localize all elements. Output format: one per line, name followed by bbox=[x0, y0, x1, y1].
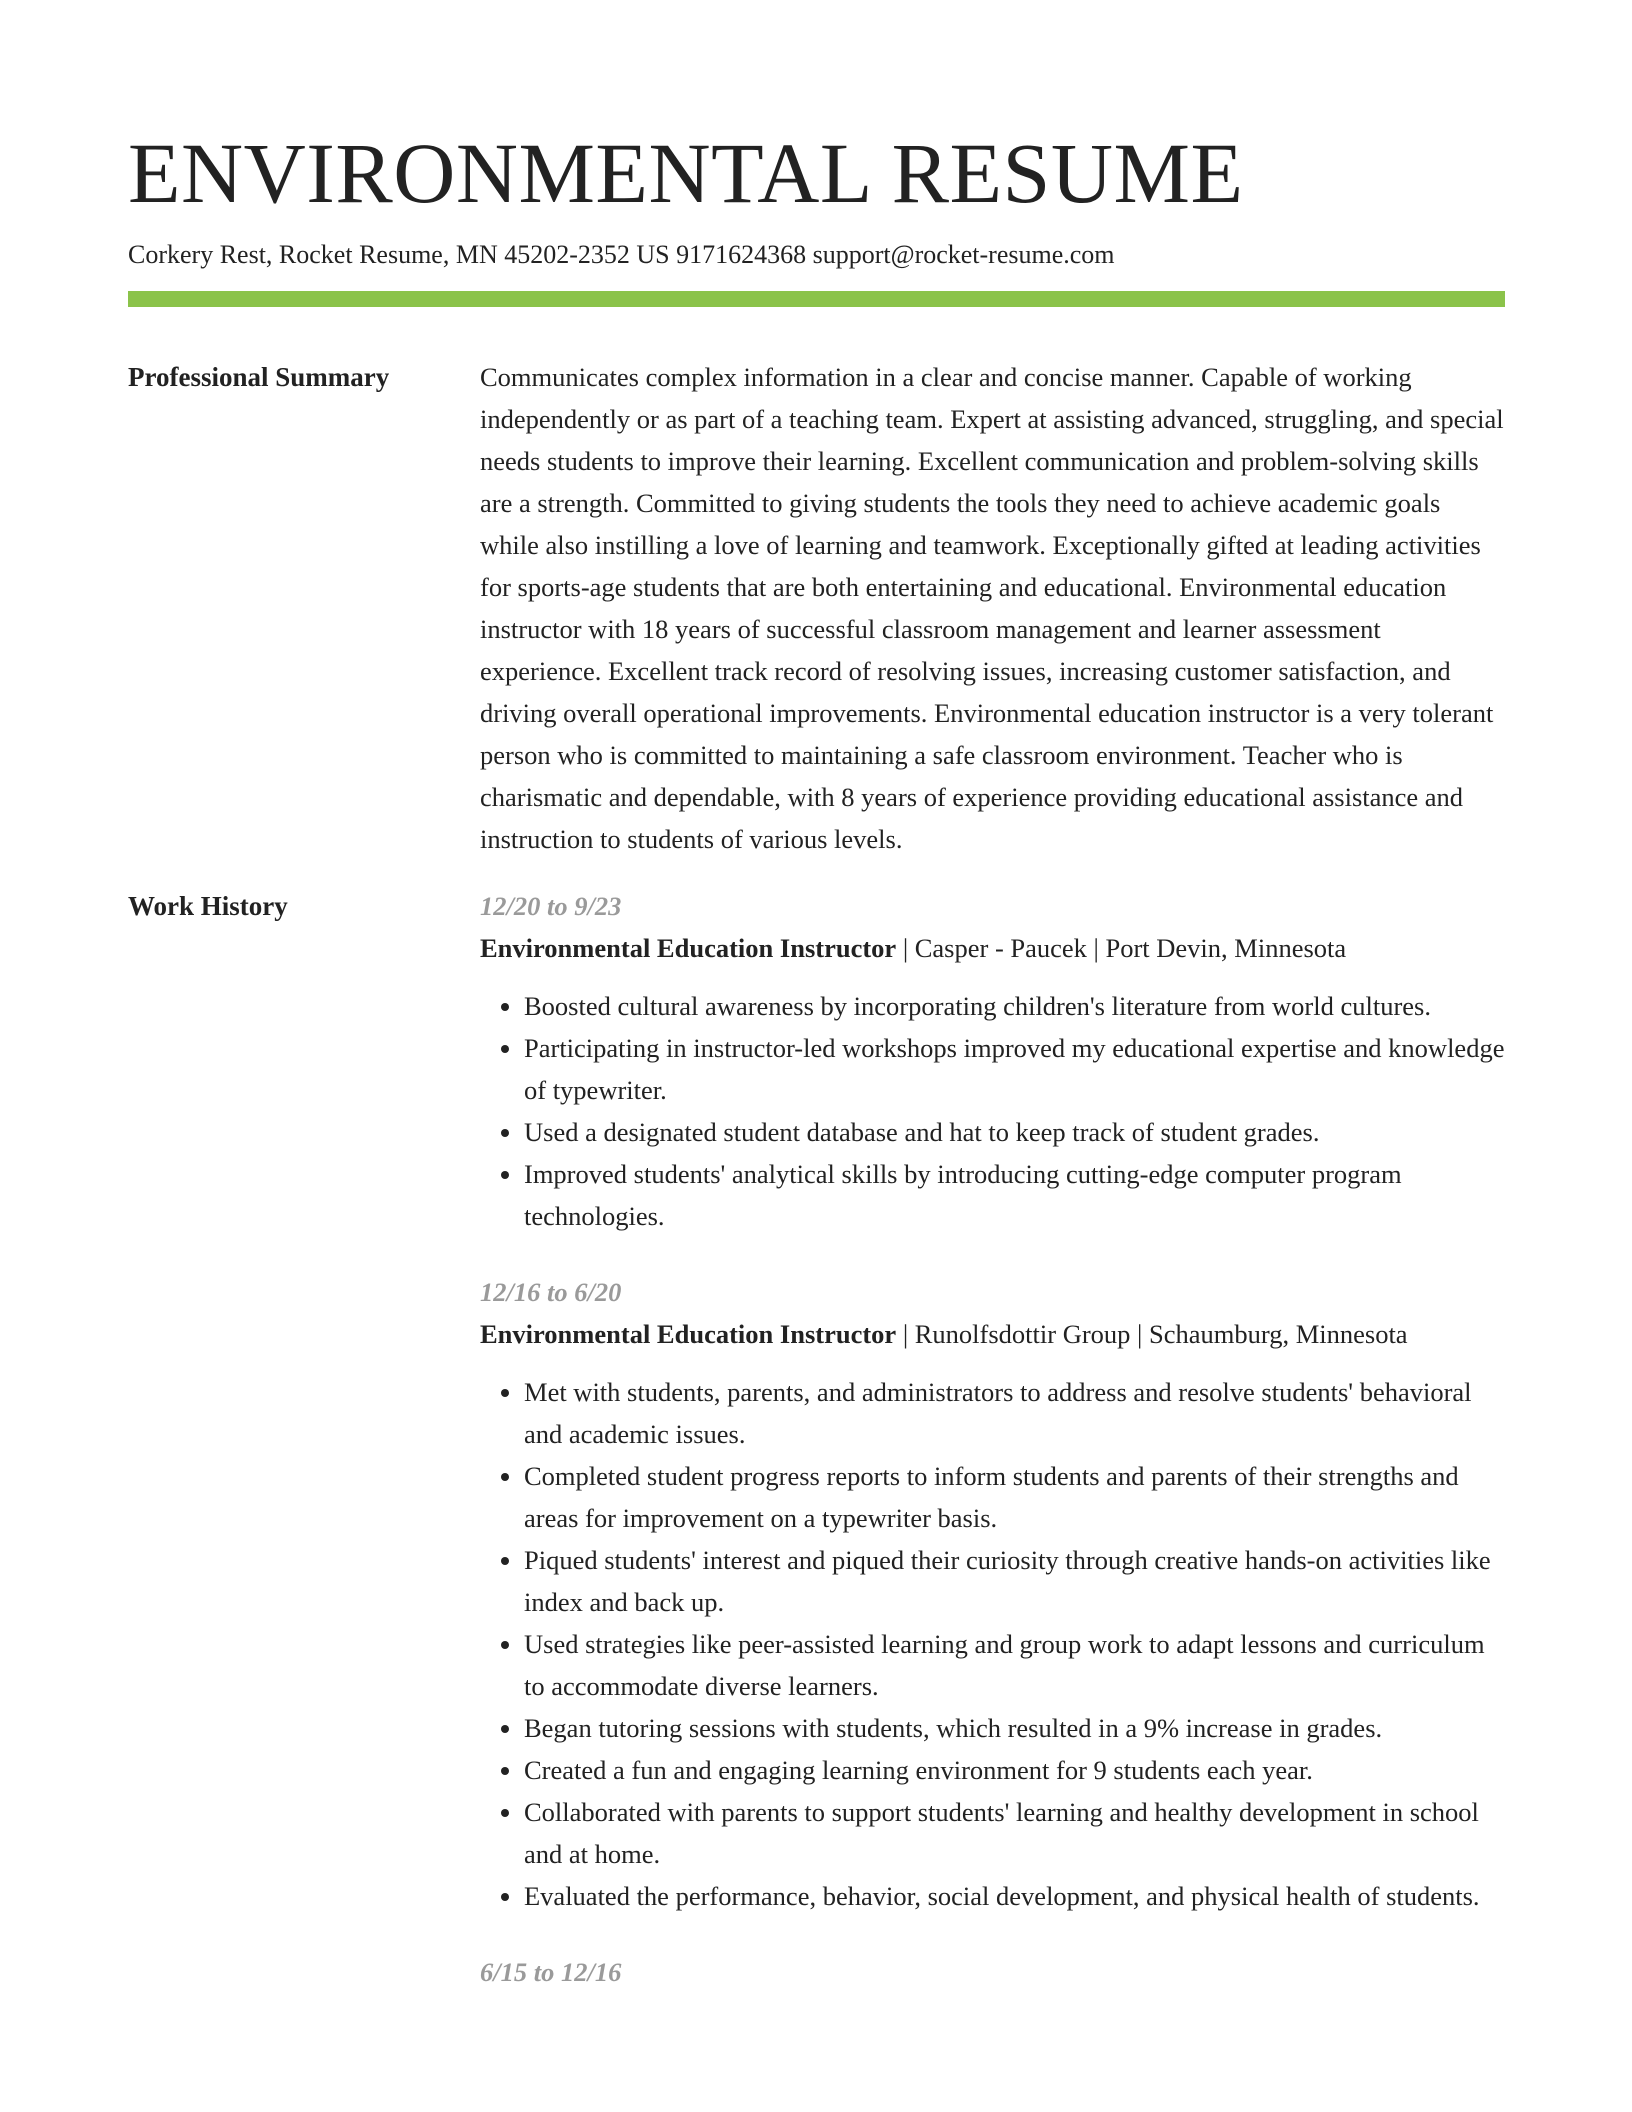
job-bullet: • Improved students' analytical skills by introducing cutting-edge computer program technologies. bbox=[524, 1153, 1505, 1237]
job-company-location: | Casper - Paucek | Port Devin, Minnesota bbox=[896, 933, 1347, 963]
resume-title: ENVIRONMENTAL RESUME bbox=[128, 125, 1244, 221]
job-entry bbox=[480, 1271, 1505, 1917]
job-entry bbox=[480, 1951, 1505, 1993]
job-bullet: • Completed student progress reports to inform students and parents of their strengths and areas for improvement on a typewriter basis. bbox=[524, 1455, 1505, 1539]
job-bullet: • Used a designated student database and hat to keep track of student grades. bbox=[524, 1111, 1505, 1153]
job-bullet: • Participating in instructor-led workshops improved my educational expertise and knowledge of typewriter. bbox=[524, 1027, 1505, 1111]
job-bullet: • Evaluated the performance, behavior, social development, and physical health of students. bbox=[524, 1875, 1505, 1917]
job-dates: 6/15 to 12/16 bbox=[480, 1957, 622, 1987]
job-dates: 12/20 to 9/23 bbox=[480, 891, 622, 921]
job-bullet-list bbox=[480, 985, 1505, 1237]
job-company-location: | Runolfsdottir Group | Schaumburg, Minnesota bbox=[896, 1319, 1408, 1349]
job-bullet: • Collaborated with parents to support students' learning and healthy development in school and at home. bbox=[524, 1791, 1505, 1875]
contact-info: Corkery Rest, Rocket Resume, MN 45202-2352 US 9171624368 support@rocket-resume.com bbox=[128, 240, 1115, 269]
resume-page bbox=[128, 0, 1505, 2027]
work-history-section bbox=[128, 885, 1505, 2027]
job-bullet: • Used strategies like peer-assisted learning and group work to adapt lessons and curriculum to accommodate diverse learners. bbox=[524, 1623, 1505, 1707]
job-entry bbox=[480, 885, 1505, 1237]
summary-text: Communicates complex information in a clear and concise manner. Capable of working independently or as part of a teaching team. Expert at assisting advanced, struggling, and special needs students to improve their learning. Excellent communication and problem-solving skills are a strength. Committed to giving students the tools they need to achieve academic goals while also instilling a love of learning and teamwork. Exceptionally gifted at leading activities for sports-age students that are both entertaining and educational. Environmental education instructor with 18 years of successful classroom management and learner assessment experience. Excellent track record of resolving issues, increasing customer satisfaction, and driving overall operational improvements. Environmental education instructor is a very tolerant person who is committed to maintaining a safe classroom environment. Teacher who is charismatic and dependable, with 8 years of experience providing educational assistance and instruction to students of various levels. bbox=[480, 362, 1504, 854]
job-bullet: • Boosted cultural awareness by incorporating children's literature from world cultures. bbox=[524, 985, 1505, 1027]
job-title: Environmental Education Instructor bbox=[480, 1319, 897, 1349]
accent-divider bbox=[128, 291, 1505, 307]
job-bullet: • Created a fun and engaging learning environment for 9 students each year. bbox=[524, 1749, 1505, 1791]
section-heading-summary: Professional Summary bbox=[128, 362, 390, 392]
work-body bbox=[480, 885, 1505, 2027]
job-bullet: • Began tutoring sessions with students, which resulted in a 9% increase in grades. bbox=[524, 1707, 1505, 1749]
job-bullet-list bbox=[480, 1371, 1505, 1917]
summary-body bbox=[480, 356, 1505, 860]
job-title-line bbox=[480, 927, 1505, 969]
section-heading-work: Work History bbox=[128, 891, 288, 921]
job-dates: 12/16 to 6/20 bbox=[480, 1277, 622, 1307]
job-title: Environmental Education Instructor bbox=[480, 933, 897, 963]
job-title-line bbox=[480, 1313, 1505, 1355]
professional-summary-section bbox=[128, 356, 1505, 860]
job-bullet: • Piqued students' interest and piqued their curiosity through creative hands-on activities like index and back up. bbox=[524, 1539, 1505, 1623]
job-bullet: • Met with students, parents, and administrators to address and resolve students' behavioral and academic issues. bbox=[524, 1371, 1505, 1455]
